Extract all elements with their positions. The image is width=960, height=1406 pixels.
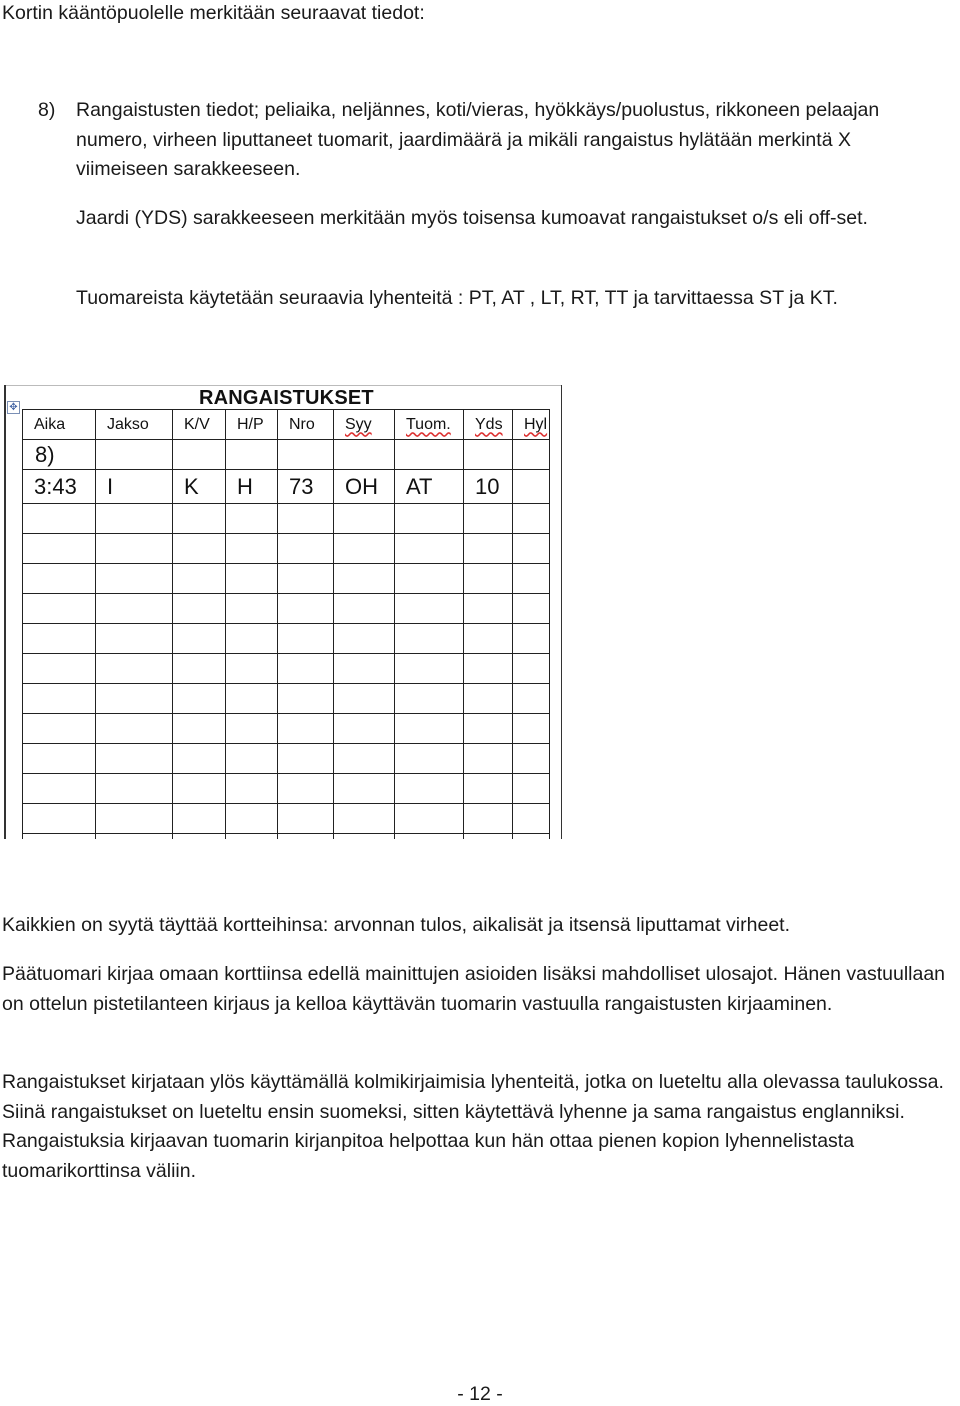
entry-number: 8) <box>23 440 96 470</box>
empty-row <box>23 774 550 804</box>
move-handle-icon[interactable]: ✥ <box>7 401 20 414</box>
column-header: Nro <box>278 410 334 440</box>
entry-row <box>23 470 550 504</box>
empty-row <box>23 594 550 624</box>
penalty-form-image <box>4 385 562 839</box>
empty-row <box>23 624 550 654</box>
empty-row <box>23 804 550 834</box>
empty-row <box>23 834 550 840</box>
empty-row <box>23 714 550 744</box>
column-header: Yds <box>464 410 513 440</box>
entry-cell: 10 <box>464 470 513 504</box>
entry-cell: K <box>173 470 226 504</box>
column-header: Syy <box>334 410 395 440</box>
entry-cell: 3:43 <box>23 470 96 504</box>
entry-cell <box>513 470 550 504</box>
paragraph-head-referee: Päätuomari kirjaa omaan korttiinsa edellä mainittujen asioiden lisäksi mahdolliset ulosajot. Hänen vastuullaan on ottelun pistetilanteen kirjaus ja kelloa käyttävän tuomarin vastuulla rangaistusten kirjaaminen. <box>2 963 946 1015</box>
entry-cell: H <box>226 470 278 504</box>
section-heading: Kortin kääntöpuolelle merkitään seuraavat tiedot: <box>2 2 425 24</box>
column-header: H/P <box>226 410 278 440</box>
entry-cell: I <box>96 470 173 504</box>
empty-row <box>23 504 550 534</box>
yds-note: Jaardi (YDS) sarakkeeseen merkitään myös toisensa kumoavat rangaistukset o/s eli off-set. <box>76 207 868 229</box>
column-header: Hyl <box>513 410 550 440</box>
list-item-number: 8) <box>38 99 56 121</box>
form-header-row <box>23 410 550 440</box>
empty-row <box>23 684 550 714</box>
entry-cell: 73 <box>278 470 334 504</box>
paragraph-abbreviations: Rangaistukset kirjataan ylös käyttämällä kolmikirjaimisia lyhenteitä, jotka on lueteltu alla olevassa taulukossa. Siinä rangaistukset on lueteltu ensin suomeksi, sitten käytettävä lyhenne ja sama rangaistus englanniksi. Rangaistuksia kirjaavan tuomarin kirjanpitoa helpottaa kun hän ottaa pienen kopion lyhennelistasta tuomarikorttinsa väliin. <box>2 1071 944 1182</box>
column-header: Tuom. <box>395 410 464 440</box>
penalty-form-table <box>22 409 550 839</box>
empty-row <box>23 534 550 564</box>
entry-cell: AT <box>395 470 464 504</box>
penalty-info-text: Rangaistusten tiedot; peliaika, neljännes, koti/vieras, hyökkäys/puolustus, rikkoneen pelaajan numero, virheen liputtaneet tuomarit, jaardimäärä ja mikäli rangaistus hylätään merkintä X viimeiseen sarakkeeseen. <box>76 99 880 180</box>
column-header: Jakso <box>96 410 173 440</box>
paragraph-cards: Kaikkien on syytä täyttää kortteihinsa: arvonnan tulos, aikalisät ja itsensä liputtamat virheet. <box>2 914 790 936</box>
officials-note: Tuomareista käytetään seuraavia lyhenteitä : PT, AT , LT, RT, TT ja tarvittaessa ST ja KT. <box>76 287 838 309</box>
entry-cell: OH <box>334 470 395 504</box>
column-header: Aika <box>23 410 96 440</box>
empty-row <box>23 564 550 594</box>
entry-number-row <box>23 440 550 470</box>
form-title: RANGAISTUKSET <box>199 387 374 409</box>
empty-row <box>23 654 550 684</box>
page-number: - 12 - <box>457 1383 503 1405</box>
empty-row <box>23 744 550 774</box>
column-header: K/V <box>173 410 226 440</box>
